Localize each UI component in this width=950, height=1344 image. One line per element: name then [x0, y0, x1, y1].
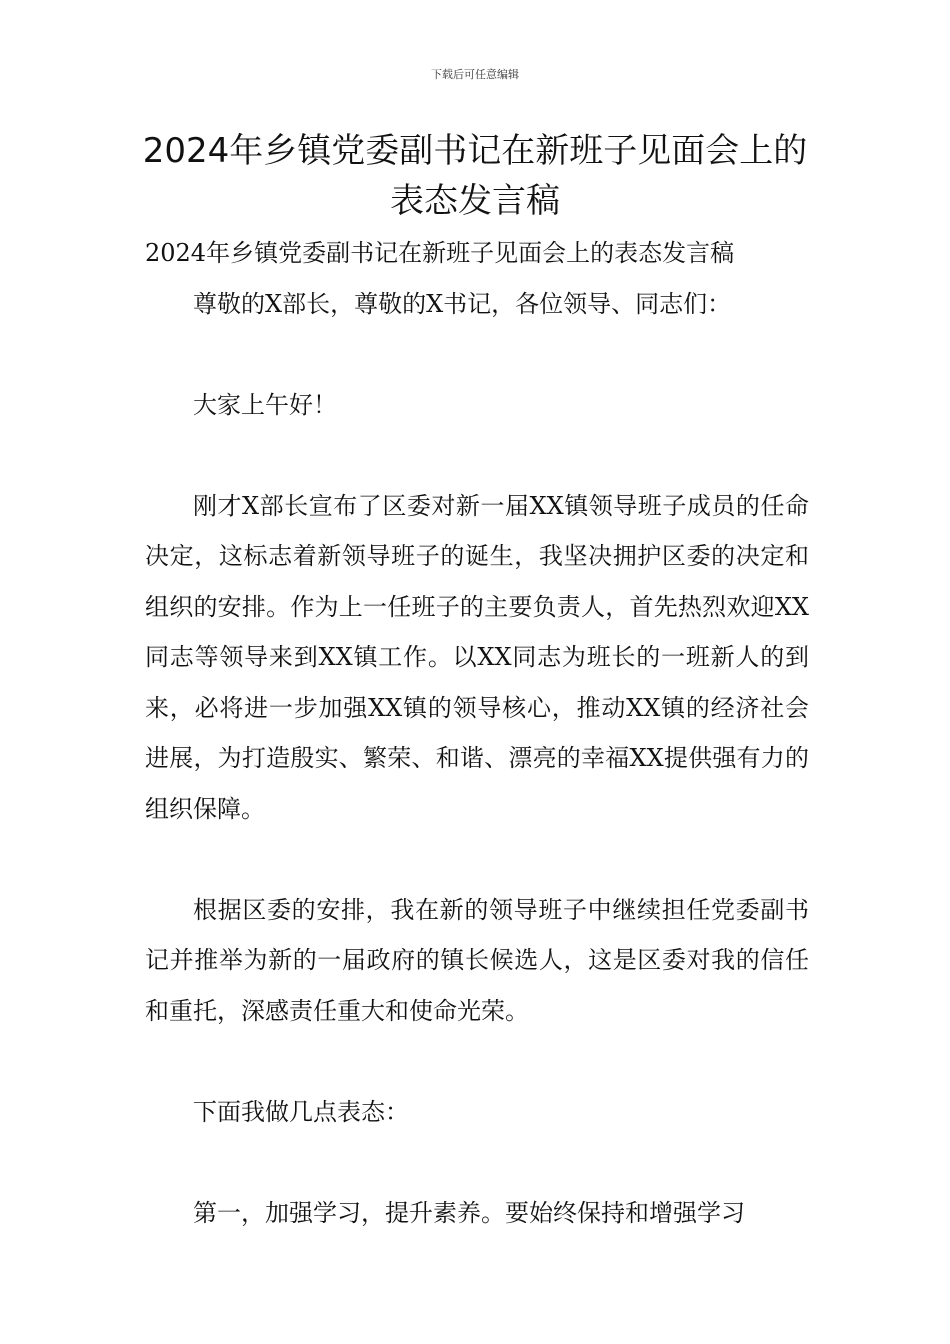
salutation-paragraph: 尊敬的X部长，尊敬的X书记，各位领导、同志们：: [193, 289, 732, 318]
subtitle-paragraph: 2024年乡镇党委副书记在新班子见面会上的表态发言稿: [145, 239, 735, 267]
body-paragraph-role: 根据区委的安排，我在新的领导班子中继续担任党委副书记并推举为新的一届政府的镇长候选人，这是区委对我的信任和重托，深感责任重大和使命光荣。: [145, 895, 809, 1025]
document-body: [145, 228, 809, 1238]
greeting-paragraph: 大家上午好！: [193, 390, 337, 419]
body-paragraph-appointment: 刚才X部长宣布了区委对新一届XX镇领导班子成员的任命决定，这标志着新领导班子的诞生，我坚决拥护区委的决定和组织的安排。作为上一任班子的主要负责人，首先热烈欢迎XX同志等领导来到XX镇工作。以XX同志为班长的一班新人的到来，必将进一步加强XX镇的领导核心，推动XX镇的经济社会进展，为打造殷实、繁荣、和谐、漂亮的幸福XX提供强有力的组织保障。: [145, 491, 809, 823]
document-title: 2024年乡镇党委副书记在新班子见面会上的表态发言稿: [142, 131, 808, 221]
page-header-note: 下载后可任意编辑: [431, 68, 519, 81]
body-paragraph-intro-points: 下面我做几点表态：: [193, 1097, 409, 1126]
body-paragraph-point-one: 第一，加强学习，提升素养。要始终保持和增强学习: [193, 1198, 745, 1227]
